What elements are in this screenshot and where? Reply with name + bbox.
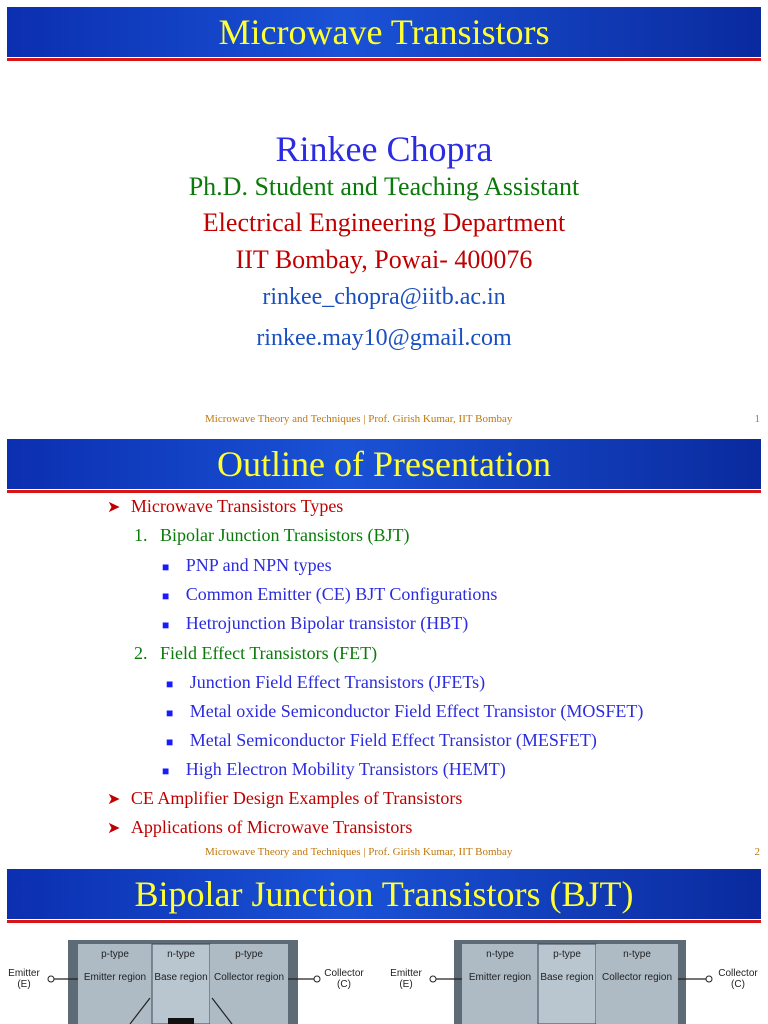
npn-r1-name: Emitter region — [468, 972, 532, 983]
outline-fet-sub-2 — [166, 701, 643, 722]
author-email-1[interactable]: rinkee_chopra@iitb.ac.in — [262, 284, 506, 310]
square-bullet-icon: ■ — [162, 560, 170, 574]
slide-1-title: Microwave Transistors — [218, 12, 550, 52]
outline-bjt-sub-2 — [162, 584, 497, 605]
npn-transistor-diagram — [384, 934, 768, 1024]
square-bullet-icon: ■ — [162, 618, 170, 632]
pnp-r2-name: Base region — [154, 972, 208, 983]
outline-bjt — [134, 525, 410, 546]
pnp-emitter-symbol: (E) — [17, 979, 31, 990]
outline-fet-sub-1 — [166, 672, 485, 693]
pnp-emitter-terminal — [48, 976, 54, 982]
slide-2-title: Outline of Presentation — [217, 444, 551, 484]
author-name: Rinkee Chopra — [275, 129, 493, 169]
outline-item-3-text: Applications of Microwave Transistors — [130, 817, 413, 837]
author-role: Ph.D. Student and Teaching Assistant — [188, 172, 580, 201]
outline-item-2-text: CE Amplifier Design Examples of Transistors — [130, 788, 463, 808]
slide-2 — [0, 432, 768, 864]
npn-r2-name: Base region — [540, 972, 594, 983]
square-bullet-icon: ■ — [166, 677, 174, 691]
pnp-emitter-label: Emitter — [8, 968, 40, 979]
slide-2-title-rule — [7, 490, 761, 493]
arrow-bullet-icon: ➤ — [107, 499, 121, 516]
outline-bjt-sub-3 — [162, 613, 468, 634]
outline-bjt-sub-1-text: PNP and NPN types — [185, 555, 332, 575]
slide-3-title-rule — [7, 920, 761, 923]
outline-item-2 — [107, 788, 462, 809]
npn-collector-terminal — [706, 976, 712, 982]
slide-1-footer-text: Microwave Theory and Techniques | Prof. Girish Kumar, IIT Bombay — [205, 413, 513, 425]
outline-fet-sub-1-text: Junction Field Effect Transistors (JFETs) — [189, 672, 486, 692]
outline-bjt-sub-2-text: Common Emitter (CE) BJT Configurations — [185, 584, 498, 604]
pnp-r3-type: p-type — [235, 949, 263, 960]
npn-r1-type: n-type — [486, 949, 514, 960]
outline-fet-sub-4-text: High Electron Mobility Transistors (HEMT) — [185, 759, 506, 779]
pnp-transistor-diagram — [0, 934, 384, 1024]
slide-2-page-number: 2 — [754, 846, 760, 858]
square-bullet-icon: ■ — [162, 764, 170, 778]
outline-bjt-sub-1 — [162, 555, 332, 576]
slide-3-title: Bipolar Junction Transistors (BJT) — [134, 874, 634, 914]
slide-3 — [0, 864, 768, 1024]
outline-fet-sub-4 — [162, 759, 506, 780]
npn-r3-type: n-type — [623, 949, 651, 960]
slide-1 — [0, 0, 768, 432]
npn-r3-name: Collector region — [601, 972, 673, 983]
npn-emitter-terminal — [430, 976, 436, 982]
outline-fet-sub-3-text: Metal Semiconductor Field Effect Transistor (MESFET) — [189, 730, 597, 750]
slide-2-title-bar — [7, 439, 761, 489]
npn-r2-type: p-type — [553, 949, 581, 960]
slide-1-title-bar — [7, 7, 761, 57]
pnp-collector-label: Collector — [324, 968, 364, 979]
slide-3-title-bar — [7, 869, 761, 919]
outline-fet-sub-2-text: Metal oxide Semiconductor Field Effect Transistor (MOSFET) — [189, 701, 644, 721]
square-bullet-icon: ■ — [166, 706, 174, 720]
pnp-collector-terminal — [314, 976, 320, 982]
npn-collector-label: Collector — [718, 968, 758, 979]
square-bullet-icon: ■ — [166, 735, 174, 749]
author-email-2[interactable]: rinkee.may10@gmail.com — [256, 325, 512, 351]
pnp-base-contact — [168, 1018, 194, 1024]
pnp-r1-type: p-type — [101, 949, 129, 960]
pnp-r2-type: n-type — [167, 949, 195, 960]
outline-fet-text: Field Effect Transistors (FET) — [160, 643, 378, 663]
outline-item-1-text: Microwave Transistors Types — [130, 496, 344, 516]
square-bullet-icon: ■ — [162, 589, 170, 603]
outline-bjt-number: 1. — [134, 525, 148, 545]
outline-fet-sub-3 — [166, 730, 597, 751]
pnp-collector-symbol: (C) — [337, 979, 351, 990]
outline-item-1 — [107, 496, 343, 517]
outline-bjt-text: Bipolar Junction Transistors (BJT) — [160, 525, 410, 545]
author-department: Electrical Engineering Department — [202, 208, 566, 237]
pnp-r3-name: Collector region — [213, 972, 285, 983]
npn-emitter-symbol: (E) — [399, 979, 413, 990]
pnp-r1-name: Emitter region — [83, 972, 147, 983]
arrow-bullet-icon: ➤ — [107, 791, 121, 808]
npn-emitter-label: Emitter — [390, 968, 422, 979]
slide-2-footer-text: Microwave Theory and Techniques | Prof. Girish Kumar, IIT Bombay — [205, 846, 513, 858]
outline-fet-number: 2. — [134, 643, 148, 663]
npn-collector-symbol: (C) — [731, 979, 745, 990]
arrow-bullet-icon: ➤ — [107, 820, 121, 837]
outline-bjt-sub-3-text: Hetrojunction Bipolar transistor (HBT) — [185, 613, 469, 633]
outline-item-3 — [107, 817, 412, 838]
outline-fet — [134, 643, 377, 664]
slide-1-title-rule — [7, 58, 761, 61]
slide-1-page-number: 1 — [754, 413, 760, 425]
author-address: IIT Bombay, Powai- 400076 — [235, 245, 533, 274]
